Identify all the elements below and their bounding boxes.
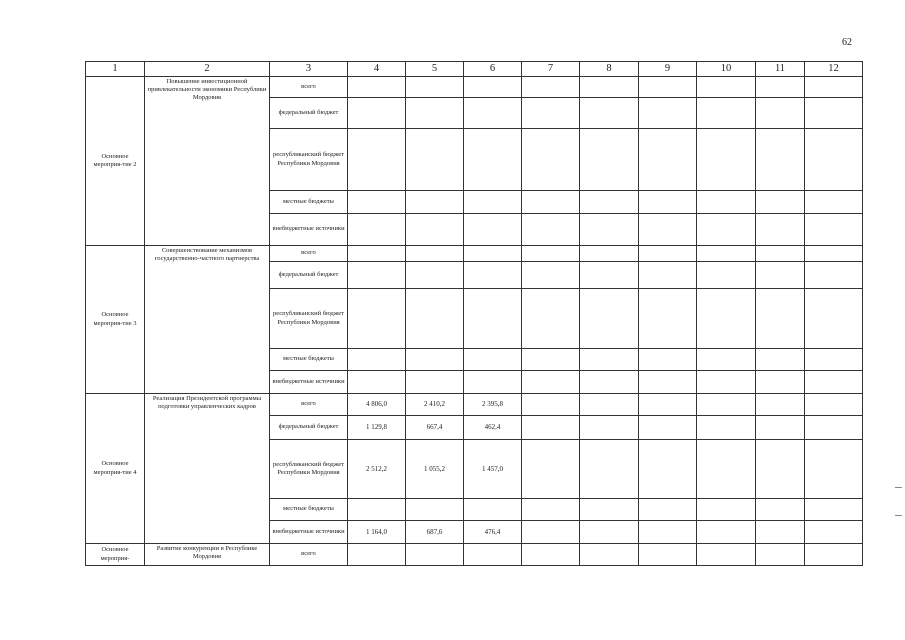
empty-cell xyxy=(580,499,639,521)
column-header: 9 xyxy=(639,62,697,77)
value-cell xyxy=(406,191,464,214)
source-label: всего xyxy=(270,246,348,262)
empty-cell xyxy=(580,262,639,289)
column-header: 3 xyxy=(270,62,348,77)
empty-cell xyxy=(580,416,639,440)
value-cell xyxy=(464,191,522,214)
empty-cell xyxy=(580,394,639,416)
value-cell: 1 129,8 xyxy=(348,416,406,440)
empty-cell xyxy=(522,191,580,214)
value-cell xyxy=(406,262,464,289)
empty-cell xyxy=(522,129,580,191)
empty-cell xyxy=(639,394,697,416)
header-row xyxy=(86,62,863,77)
empty-cell xyxy=(522,371,580,394)
empty-cell xyxy=(805,246,863,262)
empty-cell xyxy=(756,289,805,349)
source-label: всего xyxy=(270,77,348,98)
budget-table xyxy=(85,61,863,566)
value-cell xyxy=(464,349,522,371)
empty-cell xyxy=(805,349,863,371)
source-label: всего xyxy=(270,394,348,416)
column-header: 11 xyxy=(756,62,805,77)
source-label: внебюджетные источники xyxy=(270,214,348,246)
source-label: внебюджетные источники xyxy=(270,371,348,394)
value-cell xyxy=(406,98,464,129)
source-label: республиканский бюджет Республики Мордовия xyxy=(270,289,348,349)
empty-cell xyxy=(697,349,756,371)
empty-cell xyxy=(522,98,580,129)
empty-cell xyxy=(639,246,697,262)
value-cell xyxy=(464,246,522,262)
source-label: республиканский бюджет Республики Мордовия xyxy=(270,129,348,191)
empty-cell xyxy=(522,349,580,371)
empty-cell xyxy=(756,371,805,394)
value-cell xyxy=(348,77,406,98)
empty-cell xyxy=(697,416,756,440)
empty-cell xyxy=(697,262,756,289)
value-cell: 1 055,2 xyxy=(406,440,464,499)
empty-cell xyxy=(756,521,805,544)
event-label: Основное мероприя-тие 3 xyxy=(86,246,145,394)
source-label: федеральный бюджет xyxy=(270,416,348,440)
table-row xyxy=(86,77,863,98)
value-cell xyxy=(464,214,522,246)
empty-cell xyxy=(639,214,697,246)
empty-cell xyxy=(522,246,580,262)
value-cell xyxy=(464,544,522,566)
empty-cell xyxy=(639,499,697,521)
event-name: Развитие конкуренции в Республике Мордовия xyxy=(145,544,270,566)
empty-cell xyxy=(639,544,697,566)
empty-cell xyxy=(580,544,639,566)
value-cell: 2 410,2 xyxy=(406,394,464,416)
empty-cell xyxy=(580,98,639,129)
empty-cell xyxy=(756,499,805,521)
column-header: 8 xyxy=(580,62,639,77)
empty-cell xyxy=(580,440,639,499)
empty-cell xyxy=(805,371,863,394)
empty-cell xyxy=(697,499,756,521)
value-cell xyxy=(464,129,522,191)
source-label: местные бюджеты xyxy=(270,499,348,521)
empty-cell xyxy=(522,214,580,246)
empty-cell xyxy=(639,521,697,544)
empty-cell xyxy=(639,77,697,98)
value-cell: 2 395,8 xyxy=(464,394,522,416)
column-header: 2 xyxy=(145,62,270,77)
empty-cell xyxy=(805,521,863,544)
empty-cell xyxy=(639,98,697,129)
empty-cell xyxy=(805,416,863,440)
source-label: республиканский бюджет Республики Мордовия xyxy=(270,440,348,499)
value-cell xyxy=(406,544,464,566)
value-cell xyxy=(348,289,406,349)
column-header: 10 xyxy=(697,62,756,77)
empty-cell xyxy=(756,349,805,371)
empty-cell xyxy=(522,521,580,544)
empty-cell xyxy=(756,98,805,129)
empty-cell xyxy=(756,214,805,246)
empty-cell xyxy=(805,214,863,246)
empty-cell xyxy=(580,371,639,394)
empty-cell xyxy=(522,289,580,349)
empty-cell xyxy=(639,129,697,191)
event-name: Повышение инвестиционной привлекательности экономики Республики Мордовия xyxy=(145,77,270,246)
empty-cell xyxy=(697,191,756,214)
value-cell: 687,6 xyxy=(406,521,464,544)
empty-cell xyxy=(805,98,863,129)
value-cell xyxy=(348,371,406,394)
column-header: 6 xyxy=(464,62,522,77)
table-row xyxy=(86,544,863,566)
empty-cell xyxy=(756,544,805,566)
empty-cell xyxy=(756,262,805,289)
event-label: Основное мероприя-тие 4 xyxy=(86,394,145,544)
empty-cell xyxy=(522,416,580,440)
empty-cell xyxy=(580,214,639,246)
empty-cell xyxy=(522,262,580,289)
value-cell: 462,4 xyxy=(464,416,522,440)
value-cell xyxy=(464,371,522,394)
value-cell xyxy=(348,544,406,566)
value-cell: 4 806,0 xyxy=(348,394,406,416)
empty-cell xyxy=(697,544,756,566)
empty-cell xyxy=(697,77,756,98)
empty-cell xyxy=(756,77,805,98)
empty-cell xyxy=(805,289,863,349)
table-row xyxy=(86,246,863,262)
value-cell xyxy=(348,246,406,262)
value-cell xyxy=(348,499,406,521)
source-label: федеральный бюджет xyxy=(270,98,348,129)
empty-cell xyxy=(580,349,639,371)
source-label: местные бюджеты xyxy=(270,191,348,214)
empty-cell xyxy=(697,440,756,499)
value-cell: 476,4 xyxy=(464,521,522,544)
value-cell xyxy=(348,129,406,191)
empty-cell xyxy=(580,129,639,191)
empty-cell xyxy=(522,544,580,566)
empty-cell xyxy=(756,440,805,499)
empty-cell xyxy=(805,394,863,416)
value-cell: 667,4 xyxy=(406,416,464,440)
value-cell xyxy=(406,246,464,262)
column-header: 7 xyxy=(522,62,580,77)
event-name: Реализация Президентской программы подготовки управленческих кадров xyxy=(145,394,270,544)
empty-cell xyxy=(580,289,639,349)
empty-cell xyxy=(697,394,756,416)
value-cell xyxy=(406,499,464,521)
empty-cell xyxy=(697,246,756,262)
margin-mark xyxy=(895,487,902,488)
empty-cell xyxy=(522,440,580,499)
empty-cell xyxy=(805,77,863,98)
value-cell xyxy=(406,371,464,394)
empty-cell xyxy=(697,289,756,349)
empty-cell xyxy=(580,191,639,214)
empty-cell xyxy=(805,191,863,214)
page-number: 62 xyxy=(842,37,852,48)
value-cell xyxy=(348,214,406,246)
empty-cell xyxy=(805,129,863,191)
empty-cell xyxy=(756,416,805,440)
empty-cell xyxy=(697,98,756,129)
empty-cell xyxy=(639,191,697,214)
source-label: местные бюджеты xyxy=(270,349,348,371)
source-label: федеральный бюджет xyxy=(270,262,348,289)
empty-cell xyxy=(805,499,863,521)
value-cell xyxy=(464,289,522,349)
empty-cell xyxy=(756,129,805,191)
source-label: всего xyxy=(270,544,348,566)
value-cell xyxy=(464,499,522,521)
margin-mark xyxy=(895,515,902,516)
empty-cell xyxy=(756,246,805,262)
value-cell xyxy=(348,349,406,371)
empty-cell xyxy=(639,371,697,394)
event-label: Основное мероприя- xyxy=(86,544,145,566)
table-row xyxy=(86,394,863,416)
empty-cell xyxy=(639,416,697,440)
value-cell: 2 512,2 xyxy=(348,440,406,499)
empty-cell xyxy=(697,521,756,544)
empty-cell xyxy=(522,394,580,416)
value-cell: 1 164,0 xyxy=(348,521,406,544)
event-name: Совершенствование механизмов государственно-частного партнерства xyxy=(145,246,270,394)
empty-cell xyxy=(697,371,756,394)
column-header: 12 xyxy=(805,62,863,77)
value-cell xyxy=(464,77,522,98)
column-header: 1 xyxy=(86,62,145,77)
empty-cell xyxy=(580,521,639,544)
empty-cell xyxy=(756,191,805,214)
empty-cell xyxy=(805,440,863,499)
value-cell xyxy=(406,214,464,246)
empty-cell xyxy=(639,440,697,499)
column-header: 4 xyxy=(348,62,406,77)
value-cell xyxy=(406,289,464,349)
empty-cell xyxy=(697,129,756,191)
value-cell xyxy=(464,262,522,289)
empty-cell xyxy=(580,246,639,262)
value-cell xyxy=(348,191,406,214)
value-cell xyxy=(464,98,522,129)
value-cell xyxy=(406,129,464,191)
event-label: Основное мероприя-тие 2 xyxy=(86,77,145,246)
empty-cell xyxy=(756,394,805,416)
empty-cell xyxy=(805,262,863,289)
empty-cell xyxy=(522,77,580,98)
value-cell xyxy=(348,262,406,289)
value-cell: 1 457,0 xyxy=(464,440,522,499)
empty-cell xyxy=(639,262,697,289)
empty-cell xyxy=(580,77,639,98)
column-header: 5 xyxy=(406,62,464,77)
empty-cell xyxy=(805,544,863,566)
empty-cell xyxy=(697,214,756,246)
empty-cell xyxy=(639,289,697,349)
value-cell xyxy=(406,349,464,371)
source-label: внебюджетные источники xyxy=(270,521,348,544)
value-cell xyxy=(348,98,406,129)
value-cell xyxy=(406,77,464,98)
empty-cell xyxy=(522,499,580,521)
empty-cell xyxy=(639,349,697,371)
